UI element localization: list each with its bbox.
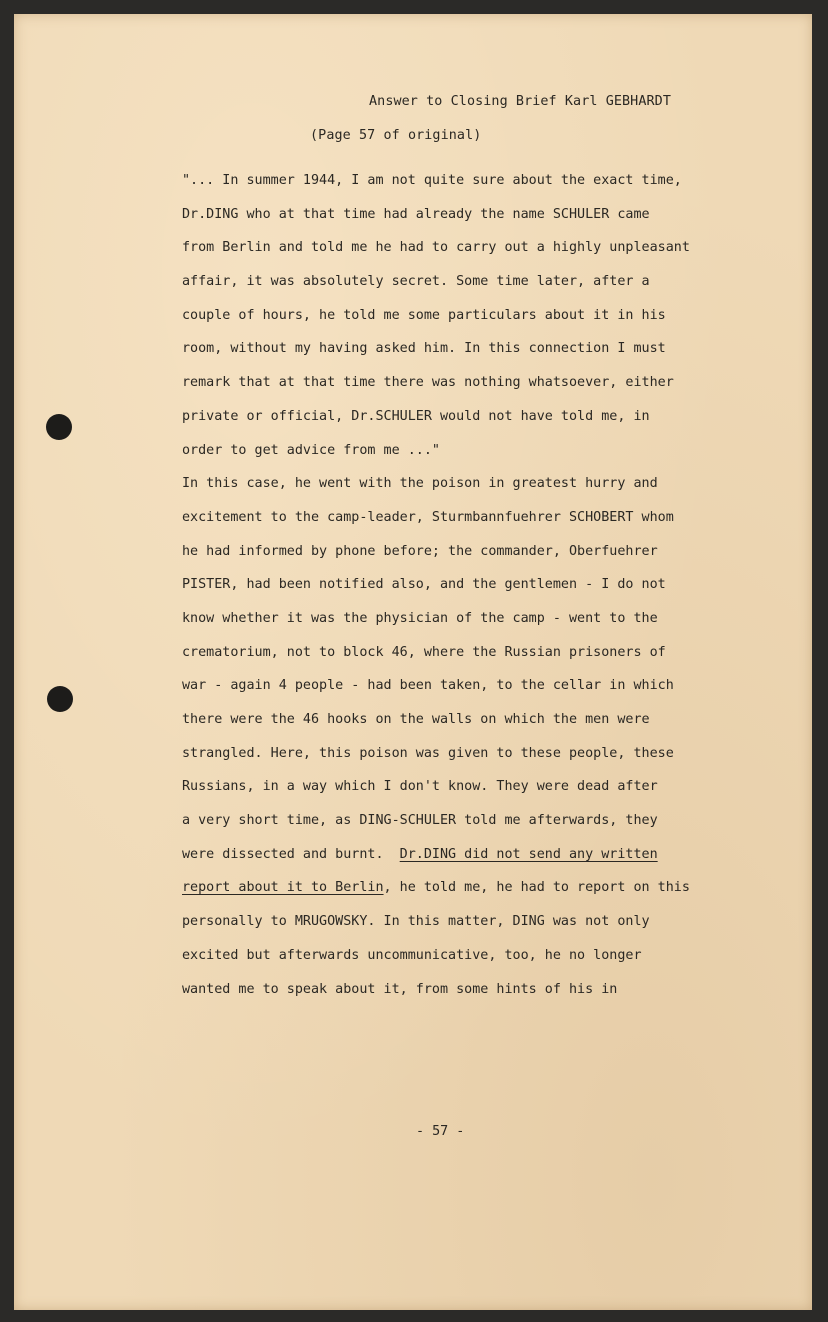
text-line: wanted me to speak about it, from some hints of his in [182,981,618,997]
text-line [182,838,782,872]
text-line: room, without my having asked him. In this connection I must [182,341,666,357]
text-line [182,871,782,905]
text-line: a very short time, as DING-SCHULER told me afterwards, they [182,813,658,829]
text-line: Russians, in a way which I don't know. They were dead after [182,779,658,795]
text-line: strangled. Here, this poison was given to these people, these [182,745,674,761]
document-title: Answer to Closing Brief Karl GEBHARDT [369,94,671,109]
text-line: In this case, he went with the poison in greatest hurry and [182,476,658,492]
punch-hole-top [46,414,72,440]
text-line: know whether it was the physician of the camp - went to the [182,610,658,626]
text-line: order to get advice from me ..." [182,442,440,458]
text-segment: were dissected and burnt. [182,846,400,862]
text-line: couple of hours, he told me some particulars about it in his [182,307,666,323]
text-line: Dr.DING who at that time had already the name SCHULER came [182,206,650,222]
text-line: affair, it was absolutely secret. Some time later, after a [182,274,650,290]
document-paper [14,14,812,1310]
body-text [182,164,782,1006]
text-line: he had informed by phone before; the commander, Oberfuehrer [182,543,658,559]
text-line: from Berlin and told me he had to carry out a highly unpleasant [182,240,690,256]
underlined-text: report about it to Berlin [182,880,384,896]
punch-hole-bottom [47,686,73,712]
text-line: remark that at that time there was nothing whatsoever, either [182,375,674,391]
page-number: - 57 - [416,1124,465,1139]
text-line: excitement to the camp-leader, Sturmbannfuehrer SCHOBERT whom [182,509,674,525]
text-line: there were the 46 hooks on the walls on which the men were [182,712,650,727]
page-reference: (Page 57 of original) [310,128,482,143]
text-segment: , he told me, he had to report on this [383,880,690,896]
text-line: personally to MRUGOWSKY. In this matter, DING was not only [182,914,650,930]
text-line: crematorium, not to block 46, where the Russian prisoners of [182,644,666,660]
underlined-text: Dr.DING did not send any written [399,846,658,862]
text-line: war - again 4 people - had been taken, to the cellar in which [182,678,674,694]
text-line: excited but afterwards uncommunicative, too, he no longer [182,947,642,963]
text-line: private or official, Dr.SCHULER would not have told me, in [182,408,650,424]
text-line: "... In summer 1944, I am not quite sure about the exact time, [182,173,682,188]
text-line: PISTER, had been notified also, and the gentlemen - I do not [182,577,666,593]
